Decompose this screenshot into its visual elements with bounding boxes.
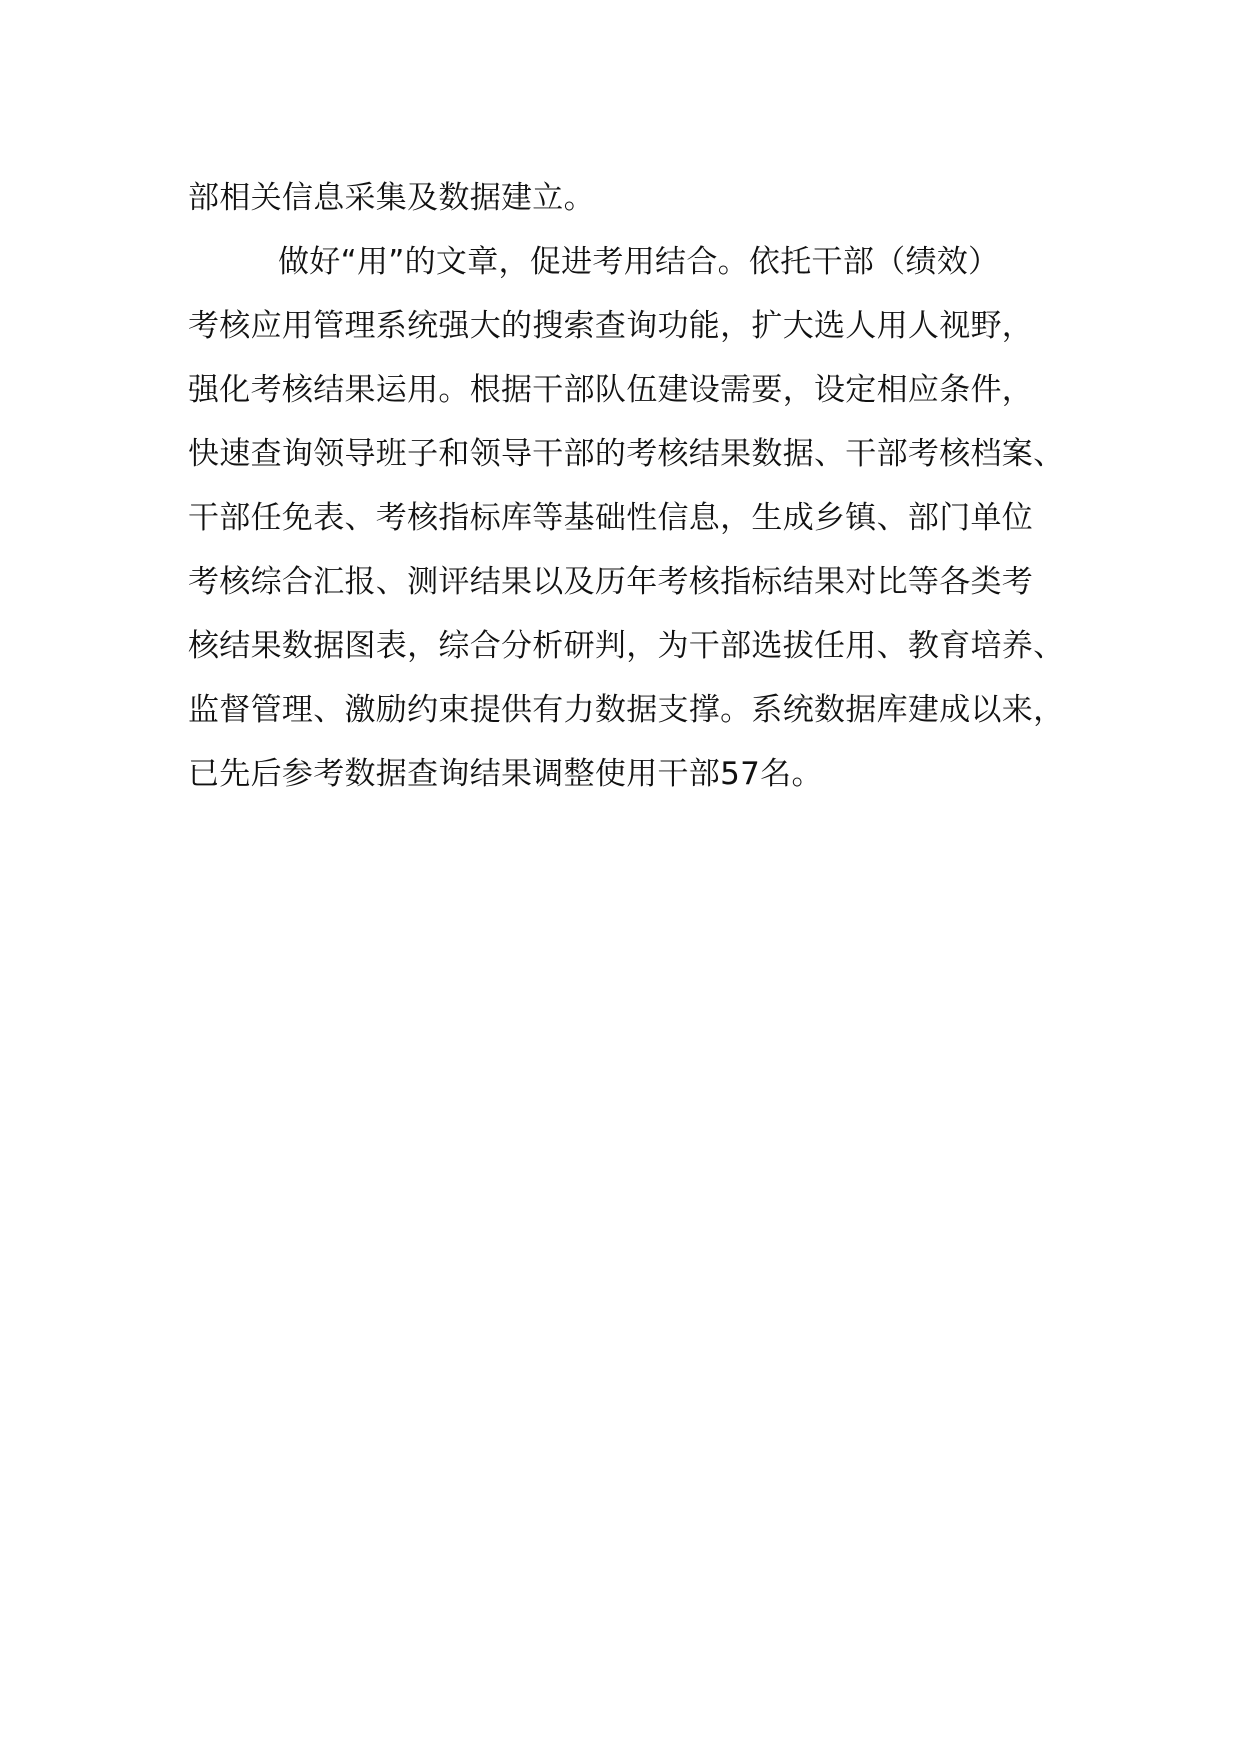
text-line: 已先后参考数据查询结果调整使用干部57名。 — [188, 756, 823, 792]
text-line: 考核应用管理系统强大的搜索查询功能，扩大选人用人视野， — [188, 308, 1034, 344]
body-text — [188, 166, 1088, 806]
text-line: 核结果数据图表，综合分析研判，为干部选拔任用、教育培养、 — [188, 628, 1065, 664]
text-line: 强化考核结果运用。根据干部队伍建设需要，设定相应条件， — [188, 372, 1034, 408]
text-line: 考核综合汇报、测评结果以及历年考核指标结果对比等各类考 — [188, 564, 1034, 600]
text-line: 干部任免表、考核指标库等基础性信息，生成乡镇、部门单位 — [188, 500, 1034, 536]
text-line: 监督管理、激励约束提供有力数据支撑。系统数据库建成以来， — [188, 692, 1065, 728]
text-line: 快速查询领导班子和领导干部的考核结果数据、干部考核档案、 — [188, 436, 1065, 472]
paragraph-first-line: 做好“用”的文章，促进考用结合。依托干部（绩效） — [278, 244, 1000, 280]
text-line: 部相关信息采集及数据建立。 — [188, 180, 595, 216]
